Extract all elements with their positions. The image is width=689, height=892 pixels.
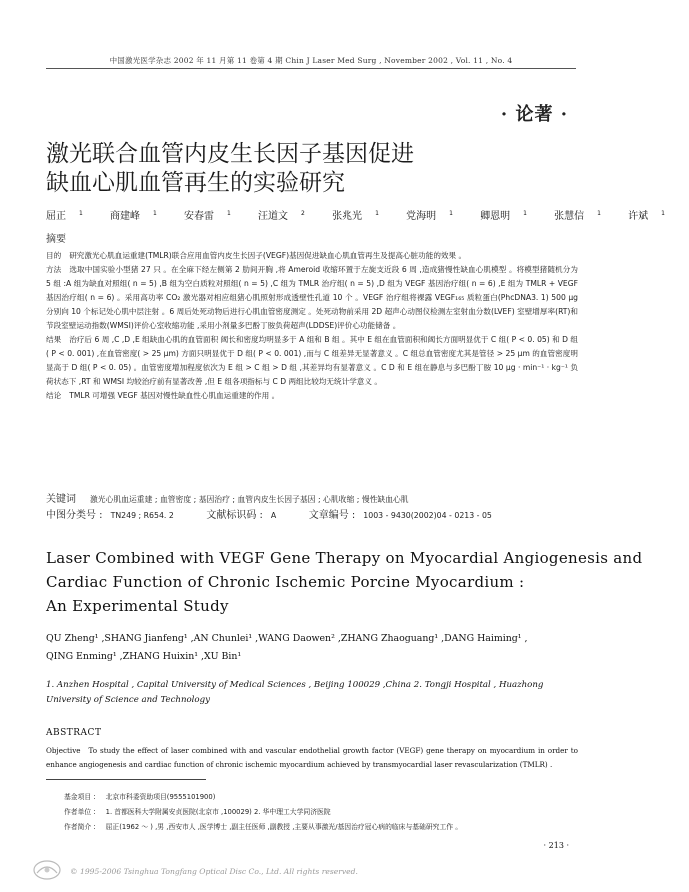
classification: 中图分类号 : TN249 ; R654. 2 文献标识码 : A 文章编号 : 1003 - 9430(2002)04 - 0213 - 05 xyxy=(46,510,492,521)
english-title-line2: Cardiac Function of Chronic Ischemic Porcine Myocardium : xyxy=(46,573,525,591)
english-authors xyxy=(46,630,578,666)
english-authors-line1: QU Zheng¹ ,SHANG Jianfeng¹ ,AN Chunlei¹ ,WANG Daowen² ,ZHANG Zhaoguang¹ ,DANG Haiming¹ , xyxy=(46,633,528,644)
author-cn: 党海明 $^1$ xyxy=(406,209,453,222)
english-title-line3: An Experimental Study xyxy=(46,597,229,615)
keywords-block xyxy=(46,492,578,524)
abstract-heading: 摘要 xyxy=(46,234,66,245)
copyright-notice: © 1995-2006 Tsinghua Tongfang Optical Disc Co., Ltd. All rights reserved. xyxy=(70,867,358,876)
author-cn: 许斌 $^1$ xyxy=(628,209,665,222)
abstract-objective: 目的 研究激光心肌血运重建(TMLR)联合应用血管内皮生长因子(VEGF)基因促进缺血心肌血管再生及提高心脏功能的效果 。 xyxy=(46,251,467,260)
author-cn: 张兆光 $^1$ xyxy=(332,209,379,222)
author-cn: 汪道文 $^2$ xyxy=(258,209,305,222)
footnote-affiliation: 作者单位 : 1. 首都医科大学附属安贞医院(北京市 ,100029) 2. 华中理工大学同济医院 xyxy=(64,808,331,816)
keywords: 关键词 激光心肌血运重建 ; 血管密度 ; 基因治疗 ; 血管内皮生长因子基因 ; 心肌收缩 ; 慢性缺血心肌 xyxy=(46,494,409,505)
author-cn: 商建峰 $^1$ xyxy=(110,209,157,222)
author-cn: 卿恩明 $^1$ xyxy=(480,209,527,222)
chinese-authors xyxy=(46,207,665,222)
abstract-methods: 方法 选取中国实验小型猪 27 只 。在全麻下经左侧第 2 肋间开胸 ,将 Ameroid 收缩环置于左旋支近段 6 周 ,造成猪慢性缺血心肌模型 。将模型猪随机分为 5 组 :A 组为缺血对照组( n = 5) ,B 组为空白质粒对照组( n = 5) ,C 组为 TMLR 治疗组( n = 5) ,D 组为 VEGF 基因治疗组( n = 6) ,E 组为 TMLR + VEGF 基因治疗组( n = 6) 。采用高功率 CO₂ 激光器对相应组猪心肌照射形成透壁性孔道 10 个 。VEGF 治疗组将裸露 VEGF₁₆₅ 质粒蛋白(PhcDNA3. 1) 500 μg 分别向 10 个标记处心肌中层注射 。6 周后处死动物后进行心肌血管密度测定 。处死动物前采用 2D 超声心动图仪检测左室射血分数(LVEF) 室壁增厚率(RT)和节段室壁运动指数(WMSI)评价心室收缩功能 ,采用小剂量多巴酚丁胺负荷超声(LDDSE)评价心功能储备 。 xyxy=(46,265,578,330)
chinese-title-line2: 缺血心肌血管再生的实验研究 xyxy=(46,170,345,196)
english-affiliations: 1. Anzhen Hospital , Capital University of Medical Sciences , Beijing 100029 ,China 2. Tongji Hospital , Huazhong University of Science and Technology xyxy=(46,680,544,705)
abstract-results: 结果 治疗后 6 周 ,C ,D ,E 组缺血心肌的血管面积 阈长和密度均明显多于 A 组和 B 组 。其中 E 组在血管面积和阈长方面明显优于 C 组( P < 0. 05) 和 D 组( P < 0. 001) ,在血管密度( > 25 μm) 方面只明显优于 D 组( P < 0. 001) ,而与 C 组差异无显著意义 。C 组总血管密度尤其是管径 > 25 μm 的血管密度明显高于 D 组( P < 0. 05) 。血管密度增加程度依次为 E 组 > C 组 > D 组 ,其差异均有显著意义 。C D 和 E 组在静息与多巴酚丁胺 10 μg · min⁻¹ · kg⁻¹ 负荷状态下 ,RT 和 WMSI 均较治疗前有显著改善 ,但 E 组各项指标与 C D 两组比较均无统计学意义 。 xyxy=(46,335,579,386)
author-cn: 屈正 $^1$ xyxy=(46,209,83,222)
english-title-line1: Laser Combined with VEGF Gene Therapy on Myocardial Angiogenesis and xyxy=(46,549,643,567)
english-authors-line2: QING Enming¹ ,ZHANG Huixin¹ ,XU Bin¹ xyxy=(46,651,242,662)
english-title xyxy=(46,546,643,618)
page-number: · 213 · xyxy=(543,841,569,850)
abstract-conclusion: 结论 TMLR 可增强 VEGF 基因对慢性缺血性心肌血运重建的作用 。 xyxy=(46,391,280,400)
publisher-logo-icon xyxy=(32,859,62,881)
author-cn: 安春雷 $^1$ xyxy=(184,209,231,222)
footnotes xyxy=(64,790,574,835)
footnote-funding: 基金项目 : 北京市科委资助项目(9555101900) xyxy=(64,793,216,801)
footnote-divider xyxy=(46,779,206,780)
footnote-author-bio: 作者简介 : 屈正(1962 ～ ) ,男 ,西安市人 ,医学博士 ,副主任医师 ,副教授 ,主要从事激光/基因治疗冠心病的临床与基础研究工作 。 xyxy=(64,823,463,831)
author-cn: 张慧信 $^1$ xyxy=(554,209,601,222)
running-header: 中国激光医学杂志 2002 年 11 月第 11 卷第 4 期 Chin J Laser Med Surg , November 2002 , Vol. 11 , No. 4 xyxy=(46,55,576,69)
chinese-title xyxy=(46,140,576,198)
english-abstract-heading: ABSTRACT xyxy=(46,728,102,738)
chinese-abstract xyxy=(46,233,578,403)
section-tag: · 论著 · xyxy=(500,104,568,125)
english-abstract-objective: Objective To study the effect of laser combined with and vascular endothelial growth factor (VEGF) gene therapy on myocardium in order to enhance angiogenesis and cardiac function of chronic ischemic myocardium achieved by transmyocardial laser revascularization (TMLR) . xyxy=(46,746,578,769)
chinese-title-line1: 激光联合血管内皮生长因子基因促进 xyxy=(46,141,414,167)
